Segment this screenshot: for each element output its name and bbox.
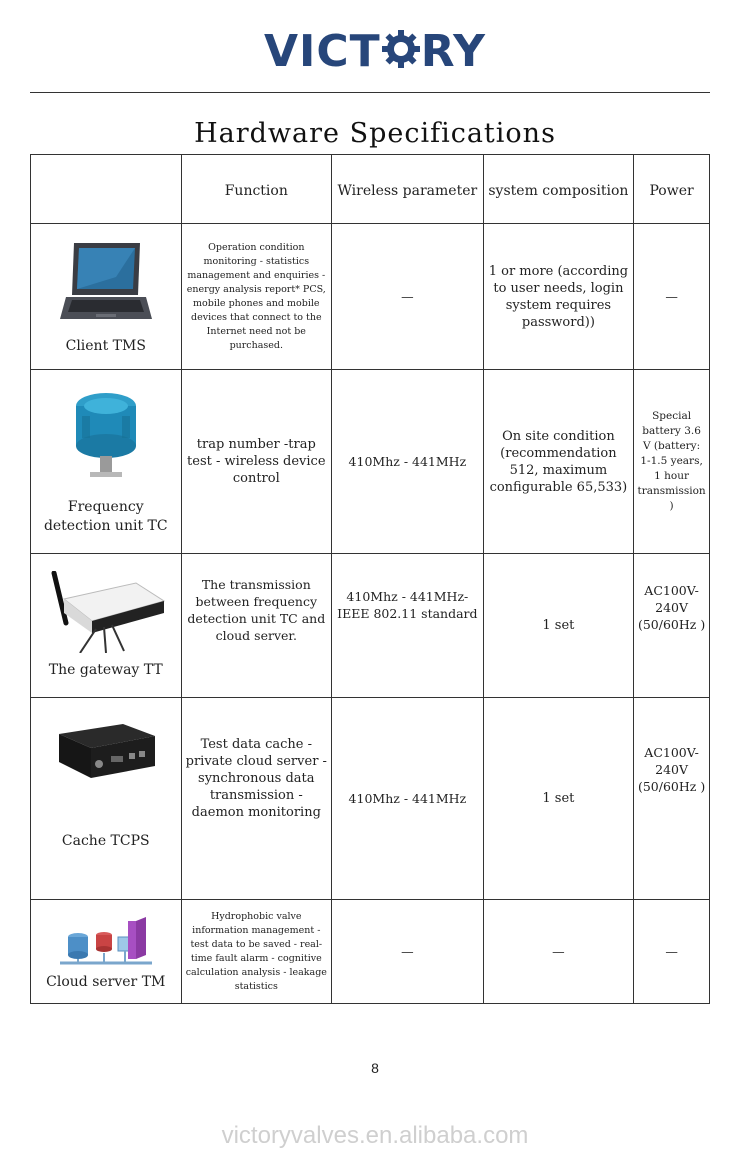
power-cell: AC100V-240V (50/60Hz ): [634, 698, 710, 900]
cloud-network-icon: [56, 911, 156, 971]
wireless-cell: —: [332, 224, 484, 370]
wireless-cell: 410Mhz - 441MHz: [332, 370, 484, 554]
item-name: Frequency detection unit TC: [43, 498, 168, 534]
table-row: [31, 698, 710, 900]
item-cell: [31, 698, 182, 900]
brand-logo: VICT RY: [263, 26, 487, 77]
item-cell: [31, 224, 182, 370]
system-cell: 1 set: [483, 554, 634, 698]
gear-icon: [381, 29, 421, 69]
function-cell: trap number -trap test - wireless device control: [181, 370, 332, 554]
laptop-icon: [56, 237, 156, 329]
item-cell: [31, 900, 182, 1004]
wireless-cell: 410Mhz - 441MHz: [332, 698, 484, 900]
wireless-cell: 410Mhz - 441MHz-IEEE 802.11 standard: [332, 554, 484, 698]
header-item: [31, 155, 182, 224]
header-system: system composition: [483, 155, 634, 224]
server-box-icon: [51, 716, 161, 788]
item-cell: [31, 554, 182, 698]
header-divider: [30, 92, 710, 93]
table-row: [31, 224, 710, 370]
page-number: 8: [371, 1060, 379, 1076]
system-cell: —: [483, 900, 634, 1004]
power-cell: —: [634, 900, 710, 1004]
item-name: The gateway TT: [48, 662, 163, 678]
item-name: Cache TCPS: [61, 833, 150, 849]
item-cell: [31, 370, 182, 554]
footer-url: victoryvalves.en.alibaba.com: [221, 1122, 529, 1149]
table-header-row: [31, 155, 710, 224]
system-cell: 1 or more (according to user needs, login system requires password)): [483, 224, 634, 370]
header-wireless: Wireless parameter: [332, 155, 484, 224]
sensor-device-icon: [66, 388, 146, 486]
item-name: Client TMS: [65, 338, 146, 354]
function-cell: Hydrophobic valve information management - test data to be saved - real-time fault alarm - cognitive calculation analysis - leakage statistics: [181, 900, 332, 1004]
table-row: [31, 900, 710, 1004]
power-cell: AC100V-240V (50/60Hz ): [634, 554, 710, 698]
table-row: [31, 370, 710, 554]
system-cell: On site condition (recommendation 512, maximum configurable 65,533): [483, 370, 634, 554]
header-power: Power: [634, 155, 710, 224]
system-cell: 1 set: [483, 698, 634, 900]
function-cell: Test data cache - private cloud server - synchronous data transmission - daemon monitoring: [181, 698, 332, 900]
hardware-spec-table: [30, 154, 710, 1004]
power-cell: Special battery 3.6 V (battery: 1-1.5 years, 1 hour transmission ): [634, 370, 710, 554]
function-cell: The transmission between frequency detection unit TC and cloud server.: [181, 554, 332, 698]
wireless-cell: —: [332, 900, 484, 1004]
page-title: Hardware Specifications: [194, 118, 556, 149]
power-cell: —: [634, 224, 710, 370]
table-row: [31, 554, 710, 698]
gateway-router-icon: [44, 571, 168, 653]
function-cell: Operation condition monitoring - statistics management and enquiries - energy analysis report* PCS, mobile phones and mobile devices that connect to the Internet need not be purchased.: [181, 224, 332, 370]
item-name: Cloud server TM: [46, 974, 166, 990]
header-function: Function: [181, 155, 332, 224]
